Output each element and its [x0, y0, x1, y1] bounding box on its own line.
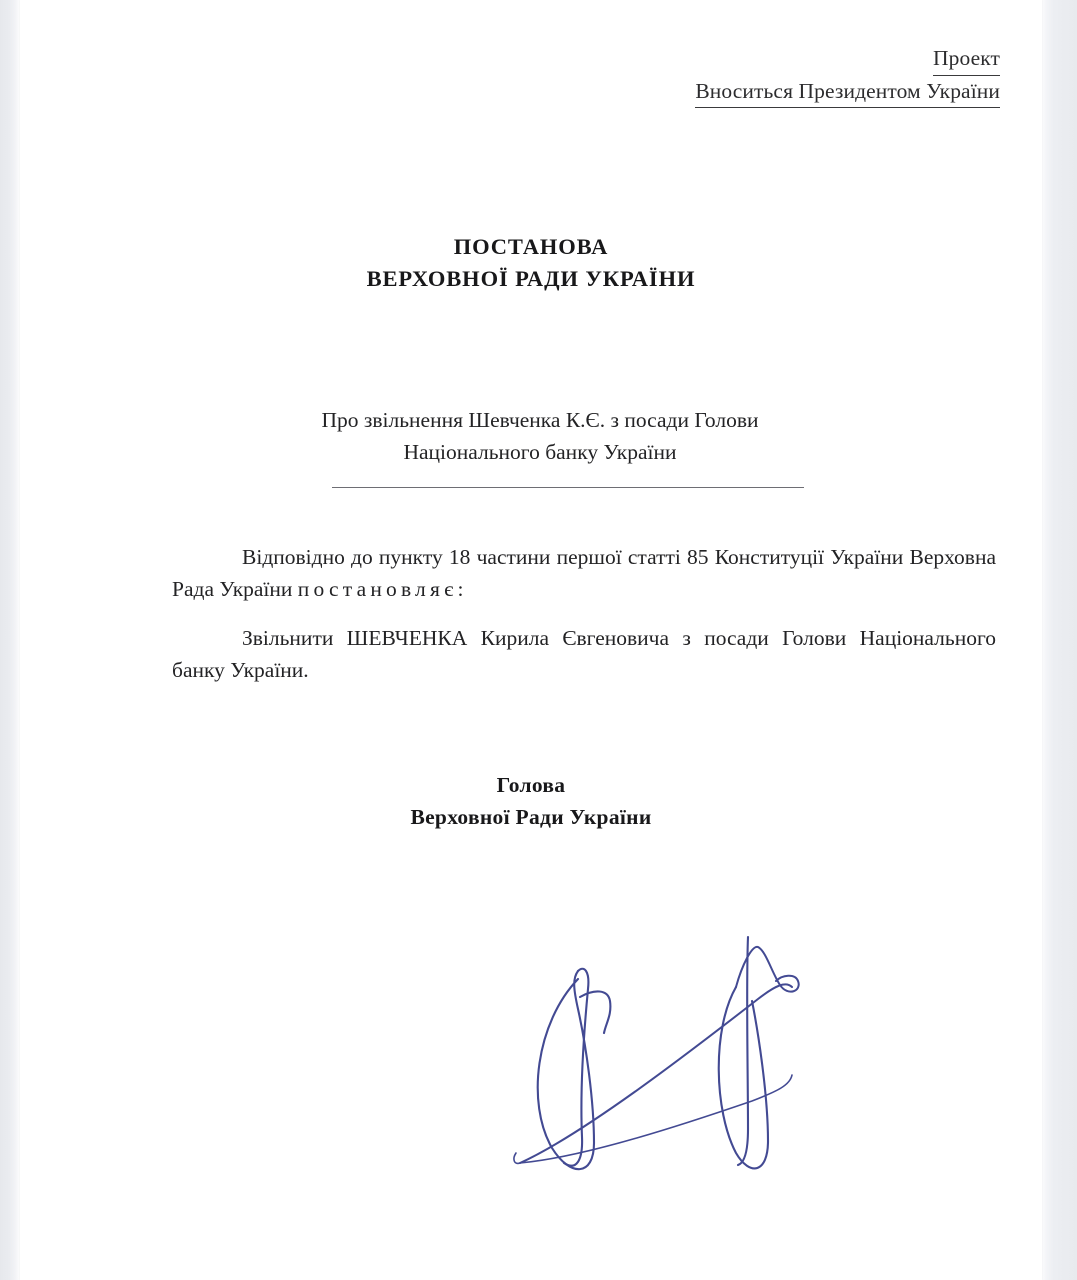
document-page — [20, 0, 1042, 1280]
body-paragraph-1-text: Відповідно до пункту 18 частини першої статті 85 Конституції України Верховна Рада України — [172, 545, 996, 602]
document-header — [695, 43, 1000, 108]
signatory-role: Голова — [496, 773, 566, 797]
signatory-block — [20, 770, 1042, 833]
document-title — [20, 231, 1042, 295]
document-subject — [260, 405, 820, 469]
subject-line-2: Національного банку України — [403, 439, 677, 464]
header-line-submitter-text: Вноситься Президентом України — [695, 76, 1000, 109]
body-paragraph-2: Звільнити ШЕВЧЕНКА Кирила Євгеновича з посади Голови Національного банку України. — [172, 626, 996, 683]
body-paragraph-1-emphasis: постановляє: — [297, 577, 468, 602]
header-line-project — [695, 43, 1000, 76]
title-line-resolution: ПОСТАНОВА — [453, 234, 609, 259]
signatory-authority: Верховної Ради України — [410, 804, 652, 829]
header-line-submitter — [695, 76, 1000, 109]
subject-divider-rule — [332, 487, 804, 488]
subject-line-1: Про звільнення Шевченка К.Є. з посади Голови — [321, 408, 759, 432]
document-body — [172, 541, 996, 686]
header-line-project-text: Проект — [933, 43, 1000, 76]
title-line-authority: ВЕРХОВНОЇ РАДИ УКРАЇНИ — [366, 266, 696, 292]
body-paragraph-1 — [172, 541, 996, 605]
handwritten-signature — [490, 905, 830, 1195]
